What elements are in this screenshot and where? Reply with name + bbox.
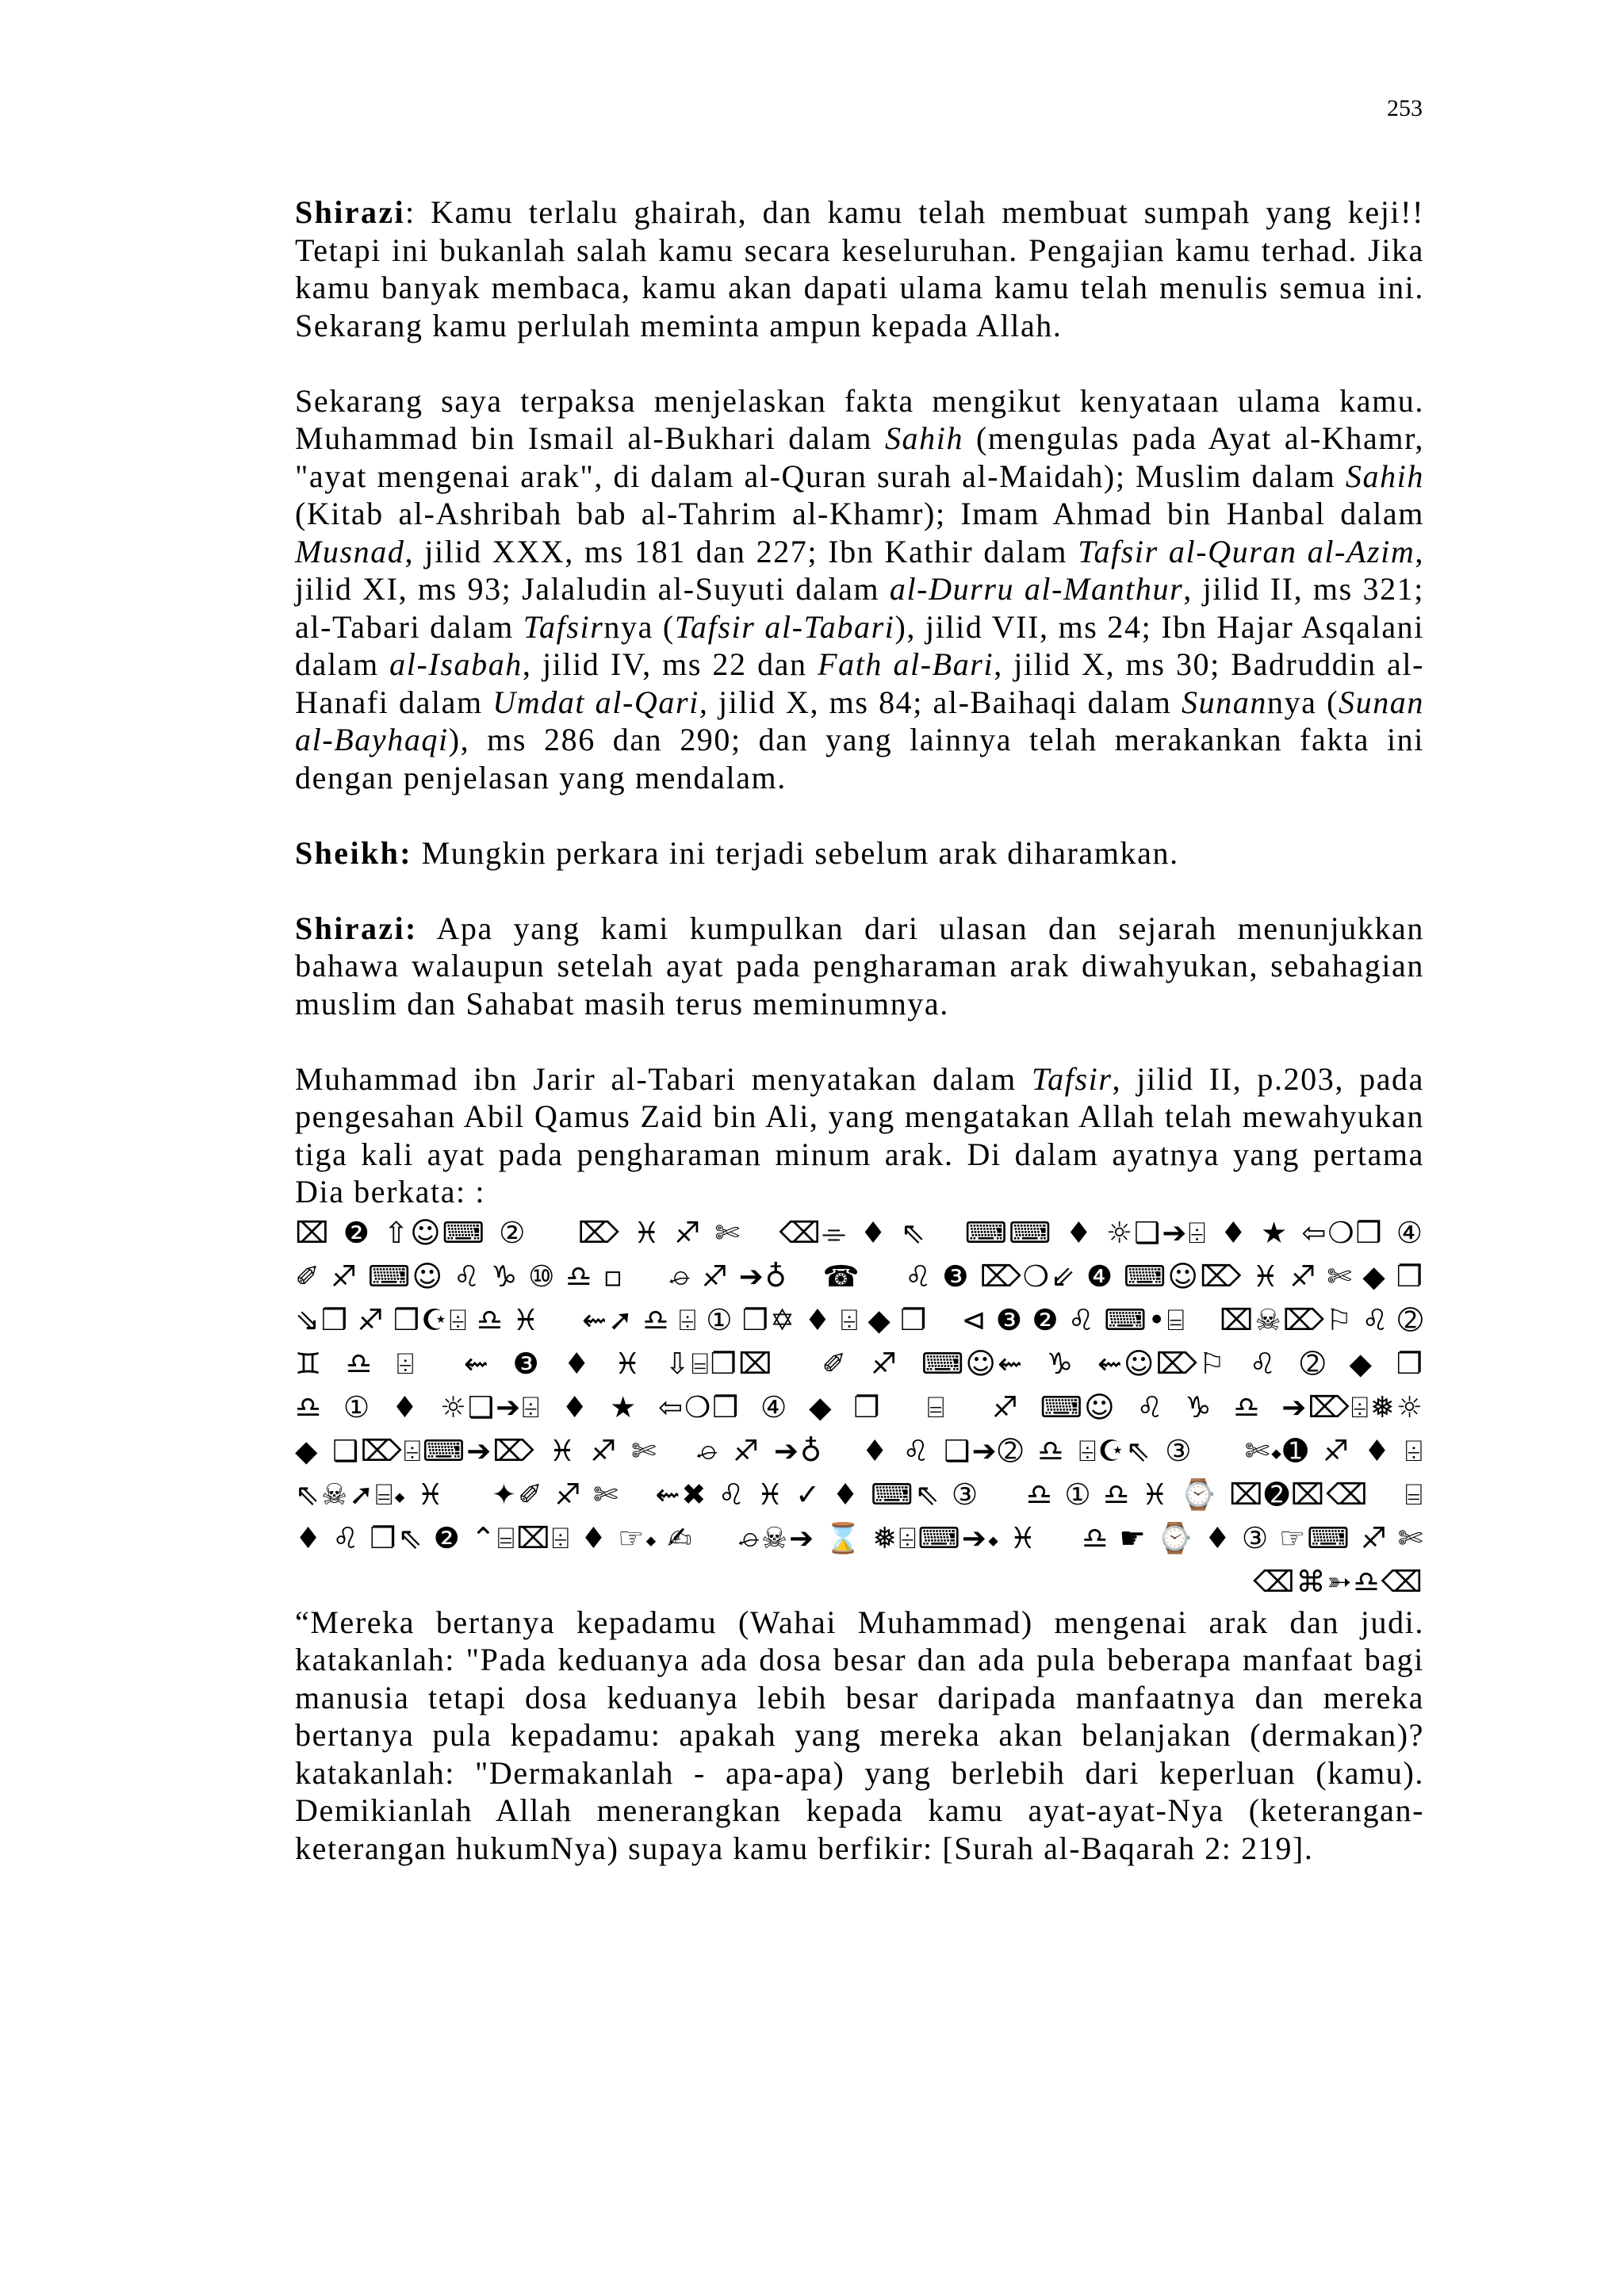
paragraph-gap [295,796,1424,834]
paragraph-gap [295,872,1424,910]
book-title: Sahih [884,420,964,456]
paragraph-translation: “Mereka bertanya kepadamu (Wahai Muhammad) mengenai arak dan judi. katakanlah: "Pada keduanya ada dosa besar dan ada pula beberapa manfaat bagi manusia tetapi dosa keduanya lebih besar daripada manfaatnya dan mereka bertanya pula kepadamu: apakah yang mereka akan belanjakan (dermakan)? katakanlah: "Dermakanlah - apa-apa) yang berlebih dari keperluan (kamu). Demikianlah Allah menerangkan kepada kamu ayat-ayat-Nya (keterangan-keterangan hukumNya) supaya kamu berfikir: [Surah al-Baqarah 2: 219]. [295,1604,1424,1866]
book-title: Sahih [1345,458,1424,494]
paragraph-shirazi-2 [295,910,1424,1023]
text-run: jilid X, ms 84; al-Baihaqi dalam [708,684,1182,720]
text-run: (Kitab al-Ashribah bab al-Tahrim al-Khamr); Imam Ahmad bin Hanbal dalam [295,496,1424,531]
text-run: , jilid XI, ms 93; Jalaludin al-Suyuti dalam [295,533,1424,607]
speaker-label: Sheikh: [295,834,412,871]
book-title: Fath al-Bari [818,646,994,682]
book-title: Sunan al-Bayhaqi [295,684,1424,757]
text-run: Sekarang saya terpaksa menjelaskan fakta mengikut kenyataan ulama kamu. Muhammad bin Ismail al-Bukhari dalam [295,382,1424,456]
text-run: , jilid XXX, ms 181 dan 227; Ibn Kathir dalam [404,533,1078,569]
paragraph-tabari [295,1060,1424,1211]
symbol-line: ◆❑⌦⌹⌨➔⌦♓♐✄ ⌮♐➔♁ ♦♌❑➔➁♎⌹☪⇖③ ✄⬩➊♐♦⌹ [295,1433,1424,1468]
paragraph-text: Apa yang kami kumpulkan dari ulasan dan sejarah menunjukkan bahawa walaupun setelah ayat pada pengharaman arak diwahyukan, sebahagian muslim dan Sahabat masih terus meminumnya. [295,910,1424,1022]
book-title: Tafsir al-Quran al-Azim [1078,533,1415,569]
text-run: , jilid X, ms 30; Badruddin al-Hanafi dalam [295,646,1424,720]
symbol-line: ⇘❒♐❒☪⌹♎♓ ⇜➚♎⌹①❐✡♦⌹◆❐ ⊲❸❷♌⌨•⌸ ⌧☠⌦⚐♌➁ [295,1302,1424,1337]
page-body [295,194,1424,1867]
speaker-label: Shirazi [295,194,406,230]
text-run: , jilid IV, ms 22 dan [522,646,818,682]
book-title: al-Isabah [389,646,523,682]
symbol-line: ♊♎⌹ ⇜❸♦♓⇩⌸❐⌧ ✐♐⌨☺⇜♑⇜☺⌦⚐♌➁◆❐ [295,1346,1424,1381]
text-run: , jilid II, p.203, pada pengesahan Abil Qamus Zaid bin Ali, yang mengatakan Allah telah mewahyukan tiga kali ayat pada pengharaman minum arak. Di dalam ayatnya yang pertama Dia berkata: : [295,1060,1424,1209]
book-title: al-Durru al-Manthur [889,571,1184,607]
paragraph-sheikh [295,834,1424,872]
book-title: Sunan [1181,684,1267,720]
paragraph-gap [295,1022,1424,1060]
text-run: nya ( [603,608,675,645]
paragraph-shirazi-1 [295,194,1424,344]
symbol-line: ♎①♦☼❑➔⌹♦★⇦❍❒④◆❐ ⌸ ♐⌨☺♌♑♎➔⌦⌹❅☼ [295,1389,1424,1424]
text-run: (mengulas pada Ayat al-Khamr, "ayat mengenai arak", di dalam al-Quran surah al-Maidah); Muslim dalam [295,420,1424,494]
text-run: ), jilid VII, ms 24; Ibn Hajar Asqalani dalam [295,608,1424,682]
symbol-line: ✐♐⌨☺♌♑⑩♎▫ ⌮♐➔♁ ☎ ♌❸⌦❍⇙❹⌨☺⌦♓♐✄◆❐ [295,1259,1424,1294]
symbol-line: ⌧❷⇧☺⌨② ⌦♓♐✄ ⌫⌯♦⇖ ⌨⌨♦☼❑➔⌹♦★⇦❍❒④ [295,1215,1424,1250]
paragraph-text: : Kamu terlalu ghairah, dan kamu telah membuat sumpah yang keji!! Tetapi ini bukanlah salah kamu secara keseluruhan. Pengajian kamu terhad. Jika kamu banyak membaca, kamu akan dapati ulama kamu telah menulis semua ini. Sekarang kamu perlulah meminta ampun kepada Allah. [295,194,1424,343]
paragraph-gap [295,344,1424,382]
book-title: Tafsir [1031,1060,1113,1097]
text-run: , jilid II, ms 321; al-Tabari dalam [295,571,1425,645]
symbol-line-end: ⌫⌘➳♎⌫ [1253,1564,1424,1599]
symbol-line: ♦♌❐⇖❷⌃⌸⌧⌹♦☞⬩✍ ⌮☠➔⌛❅⌹⌨➔⬩♓ ♎☛⌚♦③☞⌨♐✄ [295,1520,1424,1555]
symbol-line: ⇖☠➚⌸⬩♓ ✦✐♐✄ ⇜✖♌♓✓♦⌨⇖③ ♎①♎♓⌚⌧➋⌧⌫ ⌸ [295,1477,1424,1512]
book-title: Tafsir al-Tabari [674,608,895,645]
text-run: Muhammad ibn Jarir al-Tabari menyatakan dalam [295,1060,1032,1097]
book-title: Musnad [295,533,405,569]
text-run: nya ( [1266,684,1339,720]
text-run: ), ms 286 dan 290; dan yang lainnya telah merakankan fakta ini dengan penjelasan yang mendalam. [295,722,1424,795]
verse-symbol-block [295,1211,1424,1604]
page-number: 253 [1387,95,1423,121]
paragraph-references [295,382,1424,797]
paragraph-text: Mungkin perkara ini terjadi sebelum arak diharamkan. [412,834,1179,871]
book-title: Tafsir [523,608,604,645]
book-title: Umdat al-Qari, [492,684,709,720]
speaker-label: Shirazi: [295,910,418,946]
